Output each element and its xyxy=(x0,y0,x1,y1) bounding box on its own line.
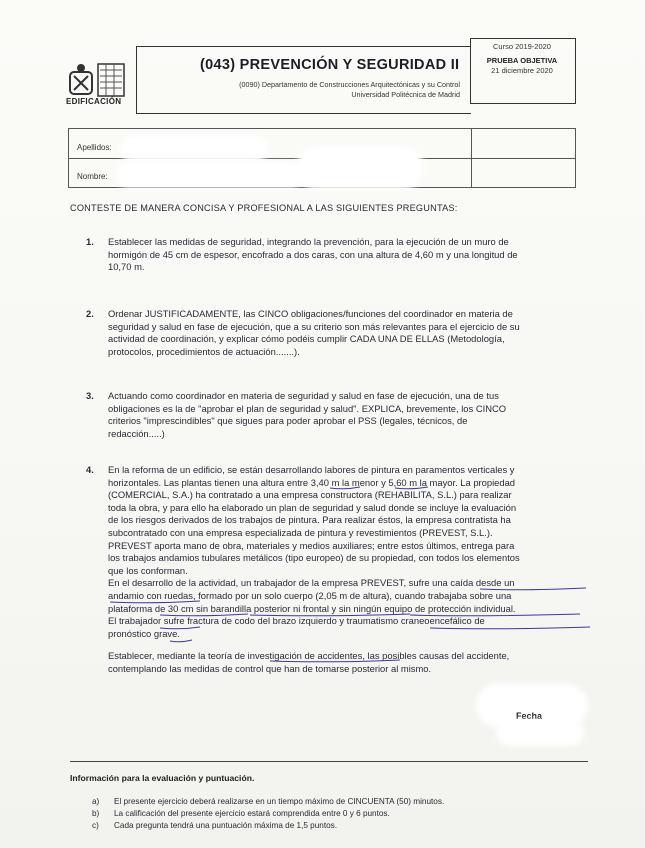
evaluation-info-title: Información para la evaluación y puntuación. xyxy=(70,773,255,783)
item-text: La calificación del presente ejercicio estará comprendida entre 0 y 6 puntos. xyxy=(114,809,390,818)
question-text xyxy=(108,236,578,274)
question-line: 10,70 m. xyxy=(108,261,145,273)
question-line: de los riesgos derivados de los trabajos de pintura. Para realizar éstos, la empresa contratista ha xyxy=(108,514,511,526)
evaluation-info-item xyxy=(92,821,337,830)
item-letter: b) xyxy=(92,809,100,818)
question-line: que los conforman. xyxy=(108,564,188,576)
question-line: Establecer las medidas de seguridad, integrando la prevención, para la ejecución de un muro de xyxy=(108,236,509,247)
question-line: Ordenar JUSTIFICADAMENTE, las CINCO obligaciones/funciones del coordinador en materia de xyxy=(108,308,513,319)
question-line: andamio con ruedas, formado por un solo cuerpo (2,05 m de altura), cuando trabajaba sobre una xyxy=(108,589,512,601)
question-number: 3. xyxy=(86,390,94,401)
redaction-mark xyxy=(300,150,420,186)
question-line: Actuando como coordinador en materia de seguridad y salud en fase de ejecución, una de tus xyxy=(108,390,499,401)
question-line: (COMERCIAL, S.A.) ha contratado a una empresa constructora (REHABILITA, S.L.) para realizar xyxy=(108,489,512,501)
test-type: PRUEBA OBJETIVA xyxy=(486,56,558,65)
course-year: Curso 2019-2020 xyxy=(493,42,551,51)
spacer xyxy=(108,640,578,650)
exam-date: 21 diciembre 2020 xyxy=(491,66,553,75)
redaction-mark xyxy=(500,724,580,742)
item-letter: c) xyxy=(92,821,99,830)
instructions: CONTESTE DE MANERA CONCISA Y PROFESIONAL A LAS SIGUIENTES PREGUNTAS: xyxy=(70,203,458,213)
item-text: El presente ejercicio deberá realizarse en un tiempo máximo de CINCUENTA (50) minutos. xyxy=(114,797,445,806)
question-line: En el desarrollo de la actividad, un trabajador de la empresa PREVEST, sufre una caída desde un xyxy=(108,577,515,589)
surname-label: Apellidos: xyxy=(77,143,112,152)
question-text xyxy=(108,464,578,676)
course-title: (043) PREVENCIÓN Y SEGURIDAD II xyxy=(200,57,460,73)
question-line: criterios "imprescindibles" que sigues para poder aprobar el PSS (legales, técnicos, de xyxy=(108,415,468,427)
item-letter: a) xyxy=(92,797,100,806)
redaction-mark xyxy=(120,166,300,184)
item-text: Cada pregunta tendrá una puntuación máxima de 1,5 puntos. xyxy=(114,821,338,830)
first-name-label: Nombre: xyxy=(77,172,108,181)
question-line: PREVEST aporta mano de obra, materiales y medios auxiliares; entre estos últimos, entrega para xyxy=(108,539,515,551)
question-text xyxy=(108,308,578,358)
question-line: horizontales. Las plantas tienen una altura entre 3,40 m la menor y 5,60 m la mayor. La propiedad xyxy=(108,476,516,488)
question-text xyxy=(108,390,578,440)
evaluation-info-item xyxy=(92,809,390,818)
question-line: protocolos, procedimientos de actuación.......). xyxy=(108,345,300,357)
question-line: toda la obra, y para ello ha elaborado un plan de seguridad y salud donde se incluye la evaluación xyxy=(108,501,517,513)
question-line: hormigón de 45 cm de espesor, encofrado a dos caras, con una altura de 4,60 m y una longitud de xyxy=(108,248,518,260)
question-line: En la reforma de un edificio, se están desarrollando labores de pintura en paramentos verticales y xyxy=(108,464,515,475)
university-line: Universidad Politécnica de Madrid xyxy=(351,90,460,99)
question-line: obligaciones es la de "aprobar el plan de seguridad y salud". EXPLICA, brevemente, los CINCO xyxy=(108,402,507,414)
evaluation-info-item xyxy=(92,797,444,806)
question-closing-line: Establecer, mediante la teoría de investigación de accidentes, las posibles causas del accidente, xyxy=(108,650,510,662)
question-line: pronóstico grave. xyxy=(108,627,180,639)
question-line: El trabajador sufre fractura de codo del brazo izquierdo y traumatismo craneoencefálico de xyxy=(108,615,485,627)
question-line: los trabajos andamios tubulares metálicos (tipo europeo) de su propiedad, con todos los elementos xyxy=(108,552,520,564)
question-line: redacción.....) xyxy=(108,427,165,439)
footer-divider xyxy=(70,761,588,762)
question-closing-line: contemplando las medidas de control que han de tomarse posterior al mismo. xyxy=(108,662,432,674)
department-line: (0090) Departamento de Construcciones Arquitectónicas y su Control xyxy=(239,80,460,89)
logo-wordmark: EDIFICACIÓN xyxy=(66,97,122,106)
table-divider xyxy=(471,129,472,187)
question-line: actividad de coordinación, y explicar cómo podéis cumplir CADA UNA DE ELLAS (Metodología, xyxy=(108,333,505,345)
question-line: subcontratado con una empresa especializada de pintura y revestimientos (PREVEST, S.L.). xyxy=(108,526,493,538)
date-signature-label: Fecha xyxy=(516,711,543,721)
question-number: 2. xyxy=(86,308,94,319)
question-number: 4. xyxy=(86,464,94,475)
question-line: plataforma de 30 cm sin barandilla posterior ni frontal y sin ningún equipo de protección individual. xyxy=(108,602,516,614)
department-text xyxy=(160,80,460,100)
question-line: seguridad y salud en fase de ejecución, que a su criterio son más relevantes para el ejercicio de su xyxy=(108,320,520,332)
question-number: 1. xyxy=(86,236,94,247)
redaction-mark xyxy=(124,140,264,158)
